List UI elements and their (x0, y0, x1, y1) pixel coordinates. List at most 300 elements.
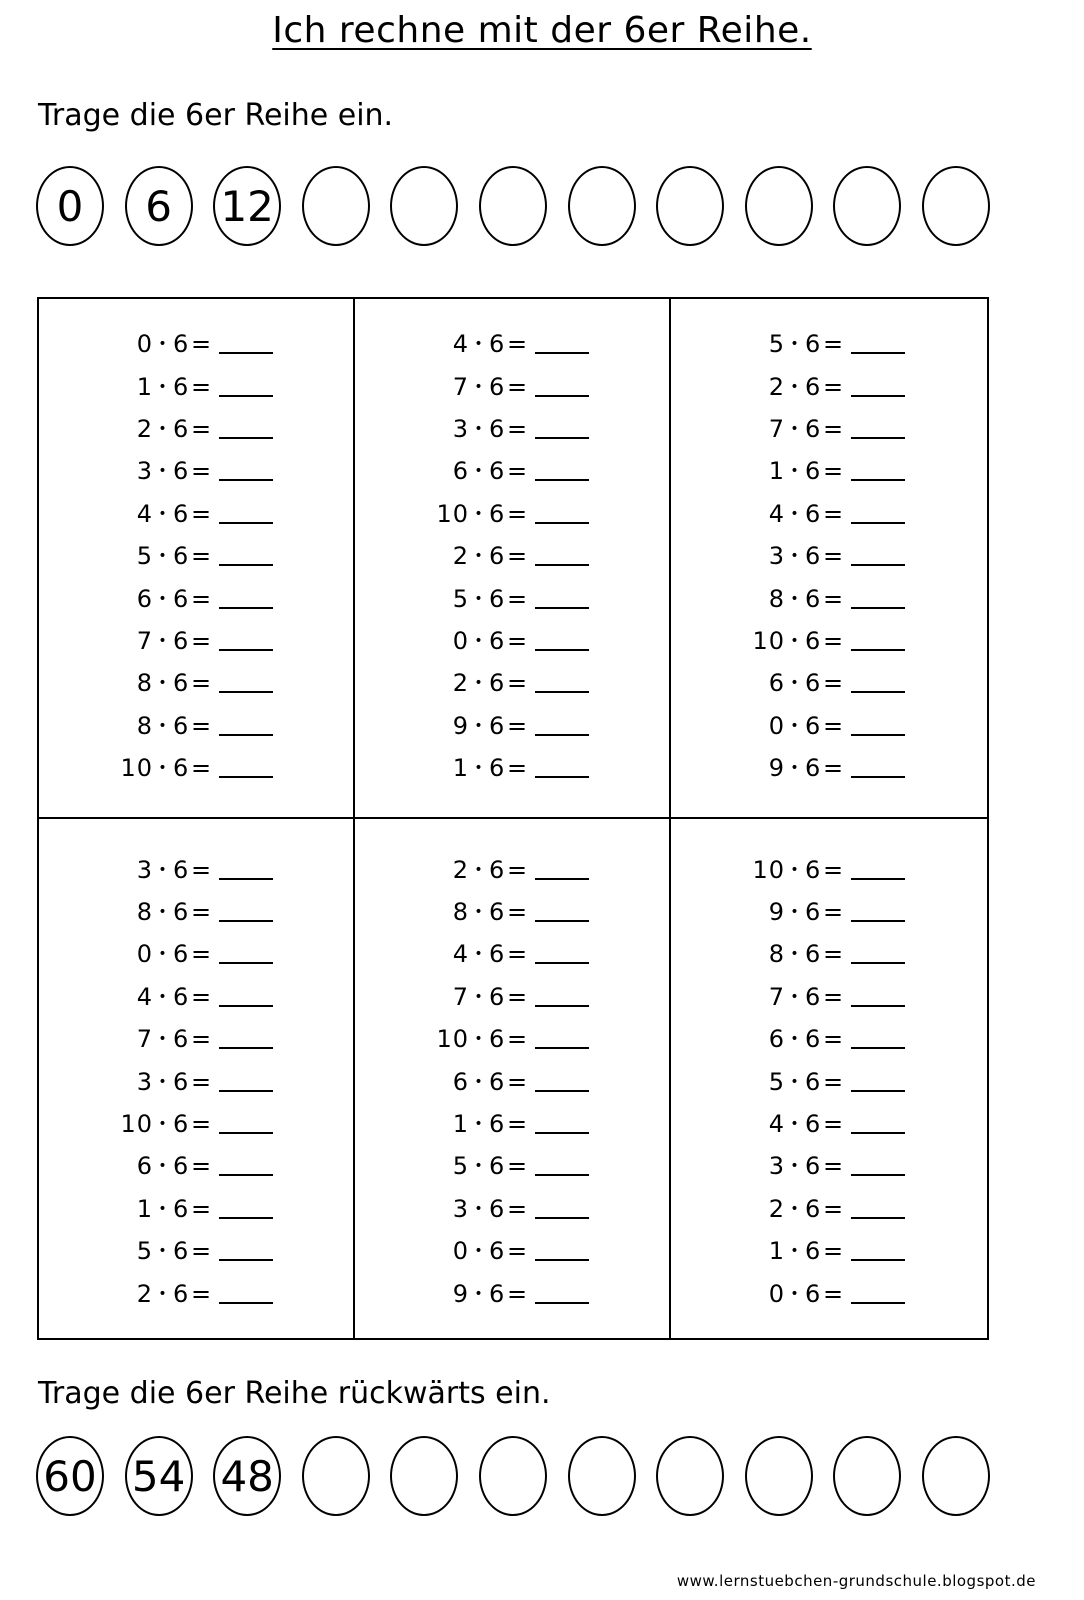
factor: 6 (489, 669, 506, 698)
equation-row (741, 1272, 905, 1314)
multiply-symbol: • (158, 548, 168, 565)
multiplier: 5 (452, 584, 469, 613)
answer-blank[interactable] (851, 419, 905, 439)
equation-list (425, 849, 589, 1315)
series-oval[interactable] (390, 166, 458, 246)
answer-blank[interactable] (219, 546, 273, 566)
multiply-symbol: • (474, 1243, 484, 1260)
factor: 6 (805, 1279, 822, 1308)
answer-blank[interactable] (535, 1029, 589, 1049)
series-oval[interactable]: 48 (213, 1436, 281, 1516)
multiply-symbol: • (790, 505, 800, 522)
equals-sign: = (507, 1067, 529, 1096)
equals-sign: = (823, 754, 845, 783)
series-oval[interactable] (656, 166, 724, 246)
equation-list (741, 849, 905, 1315)
equation-row (425, 620, 589, 662)
equals-sign: = (507, 982, 529, 1011)
equation-row (425, 747, 589, 789)
answer-blank[interactable] (851, 461, 905, 481)
multiply-symbol: • (474, 590, 484, 607)
multiply-symbol: • (158, 1116, 168, 1133)
multiply-symbol: • (790, 1031, 800, 1048)
equals-sign: = (191, 711, 213, 740)
answer-blank[interactable] (851, 334, 905, 354)
multiply-symbol: • (790, 675, 800, 692)
equals-sign: = (507, 372, 529, 401)
factor: 6 (805, 669, 822, 698)
factor: 6 (173, 1152, 190, 1181)
series-oval[interactable] (302, 1436, 370, 1516)
factor: 6 (173, 584, 190, 613)
answer-blank[interactable] (219, 1072, 273, 1092)
series-oval[interactable] (479, 1436, 547, 1516)
factor: 6 (489, 372, 506, 401)
multiply-symbol: • (474, 1031, 484, 1048)
answer-blank[interactable] (851, 716, 905, 736)
series-oval[interactable] (390, 1436, 458, 1516)
multiplier: 3 (768, 542, 785, 571)
multiply-symbol: • (474, 505, 484, 522)
answer-blank[interactable] (219, 902, 273, 922)
equation-row (109, 365, 273, 407)
exercise-block (671, 819, 987, 1339)
answer-blank[interactable] (851, 1199, 905, 1219)
answer-blank[interactable] (851, 758, 905, 778)
multiplier: 3 (768, 1152, 785, 1181)
factor: 6 (805, 982, 822, 1011)
multiplier: 1 (136, 1194, 153, 1223)
answer-blank[interactable] (219, 944, 273, 964)
factor: 6 (173, 1025, 190, 1054)
equals-sign: = (823, 940, 845, 969)
equation-row (109, 1103, 273, 1145)
multiplier: 6 (768, 1025, 785, 1054)
multiply-symbol: • (158, 378, 168, 395)
answer-blank[interactable] (851, 987, 905, 1007)
equation-row (741, 450, 905, 492)
multiplier: 7 (452, 982, 469, 1011)
series-oval[interactable] (656, 1436, 724, 1516)
multiplier: 2 (452, 855, 469, 884)
answer-blank[interactable] (219, 631, 273, 651)
equals-sign: = (191, 330, 213, 359)
equation-row (109, 620, 273, 662)
multiplier: 10 (120, 1110, 153, 1139)
multiply-symbol: • (158, 463, 168, 480)
equation-row (741, 662, 905, 704)
multiply-symbol: • (158, 1200, 168, 1217)
equals-sign: = (191, 669, 213, 698)
equation-row (109, 849, 273, 891)
answer-blank[interactable] (851, 377, 905, 397)
multiply-symbol: • (790, 1200, 800, 1217)
equation-row (109, 705, 273, 747)
answer-blank[interactable] (851, 1241, 905, 1261)
answer-blank[interactable] (535, 1199, 589, 1219)
equation-row (741, 1145, 905, 1187)
multiplier: 10 (436, 1025, 469, 1054)
multiplier: 7 (452, 372, 469, 401)
equals-sign: = (823, 1194, 845, 1223)
equation-row (425, 323, 589, 365)
multiply-symbol: • (158, 861, 168, 878)
factor: 6 (805, 1194, 822, 1223)
answer-blank[interactable] (219, 504, 273, 524)
multiplier: 8 (136, 669, 153, 698)
equals-sign: = (507, 669, 529, 698)
multiply-symbol: • (790, 1285, 800, 1302)
multiply-symbol: • (158, 1285, 168, 1302)
equals-sign: = (191, 898, 213, 927)
series-oval[interactable]: 60 (36, 1436, 104, 1516)
equation-row (425, 1230, 589, 1272)
factor: 6 (805, 711, 822, 740)
answer-blank[interactable] (535, 944, 589, 964)
multiplier: 2 (452, 669, 469, 698)
multiply-symbol: • (790, 760, 800, 777)
multiply-symbol: • (790, 336, 800, 353)
factor: 6 (173, 754, 190, 783)
multiplier: 5 (136, 542, 153, 571)
answer-blank[interactable] (851, 1114, 905, 1134)
answer-blank[interactable] (219, 461, 273, 481)
equals-sign: = (823, 330, 845, 359)
factor: 6 (489, 414, 506, 443)
series-oval[interactable]: 54 (125, 1436, 193, 1516)
equation-row (425, 705, 589, 747)
answer-blank[interactable] (535, 1072, 589, 1092)
answer-blank[interactable] (219, 860, 273, 880)
factor: 6 (489, 1110, 506, 1139)
multiply-symbol: • (474, 1285, 484, 1302)
series-oval[interactable]: 0 (36, 166, 104, 246)
equals-sign: = (191, 940, 213, 969)
answer-blank[interactable] (219, 716, 273, 736)
multiplier: 9 (452, 711, 469, 740)
factor: 6 (805, 1152, 822, 1181)
equation-row (109, 450, 273, 492)
equals-sign: = (823, 414, 845, 443)
multiplier: 6 (768, 669, 785, 698)
answer-blank[interactable] (535, 1241, 589, 1261)
equation-row (741, 933, 905, 975)
answer-blank[interactable] (851, 1284, 905, 1304)
multiplier: 7 (768, 982, 785, 1011)
multiply-symbol: • (158, 1031, 168, 1048)
multiply-symbol: • (474, 1116, 484, 1133)
multiply-symbol: • (790, 904, 800, 921)
multiplier: 7 (136, 626, 153, 655)
answer-blank[interactable] (851, 944, 905, 964)
equals-sign: = (507, 626, 529, 655)
factor: 6 (805, 1110, 822, 1139)
multiply-symbol: • (474, 548, 484, 565)
equals-sign: = (823, 499, 845, 528)
series-oval[interactable] (745, 166, 813, 246)
equals-sign: = (507, 1237, 529, 1266)
factor: 6 (805, 1237, 822, 1266)
series-oval[interactable] (302, 166, 370, 246)
multiply-symbol: • (790, 1158, 800, 1175)
series-oval[interactable] (745, 1436, 813, 1516)
answer-blank[interactable] (219, 377, 273, 397)
series-oval[interactable] (568, 166, 636, 246)
answer-blank[interactable] (535, 631, 589, 651)
multiplier: 5 (768, 330, 785, 359)
exercise-block (355, 299, 671, 819)
multiplier: 0 (768, 711, 785, 740)
exercise-block (671, 299, 987, 819)
instruction-backward: Trage die 6er Reihe rückwärts ein. (38, 1376, 551, 1411)
equation-row (741, 1230, 905, 1272)
answer-blank[interactable] (851, 631, 905, 651)
factor: 6 (805, 754, 822, 783)
answer-blank[interactable] (219, 758, 273, 778)
equation-row (109, 747, 273, 789)
answer-blank[interactable] (535, 419, 589, 439)
answer-blank[interactable] (851, 546, 905, 566)
answer-blank[interactable] (219, 1284, 273, 1304)
equals-sign: = (823, 1152, 845, 1181)
factor: 6 (489, 940, 506, 969)
multiply-symbol: • (474, 632, 484, 649)
multiply-symbol: • (790, 1116, 800, 1133)
factor: 6 (173, 1194, 190, 1223)
answer-blank[interactable] (851, 1029, 905, 1049)
answer-blank[interactable] (535, 461, 589, 481)
answer-blank[interactable] (219, 987, 273, 1007)
multiplier: 5 (136, 1237, 153, 1266)
multiplier: 7 (136, 1025, 153, 1054)
factor: 6 (489, 1237, 506, 1266)
multiplier: 1 (136, 372, 153, 401)
equation-row (425, 1145, 589, 1187)
equation-row (425, 976, 589, 1018)
multiply-symbol: • (474, 1200, 484, 1217)
answer-blank[interactable] (219, 1199, 273, 1219)
multiply-symbol: • (474, 904, 484, 921)
equation-row (741, 620, 905, 662)
answer-blank[interactable] (535, 589, 589, 609)
answer-blank[interactable] (535, 902, 589, 922)
multiplier: 2 (768, 1194, 785, 1223)
factor: 6 (489, 542, 506, 571)
multiply-symbol: • (158, 946, 168, 963)
answer-blank[interactable] (219, 419, 273, 439)
series-oval[interactable] (922, 166, 990, 246)
answer-blank[interactable] (535, 758, 589, 778)
answer-blank[interactable] (219, 673, 273, 693)
equation-row (425, 891, 589, 933)
factor: 6 (173, 626, 190, 655)
equation-row (741, 849, 905, 891)
factor: 6 (805, 584, 822, 613)
answer-blank[interactable] (851, 902, 905, 922)
multiplier: 10 (120, 754, 153, 783)
equals-sign: = (191, 414, 213, 443)
equals-sign: = (507, 1152, 529, 1181)
factor: 6 (805, 1067, 822, 1096)
multiplier: 3 (452, 414, 469, 443)
equation-row (741, 1188, 905, 1230)
answer-blank[interactable] (219, 1114, 273, 1134)
factor: 6 (489, 855, 506, 884)
factor: 6 (173, 855, 190, 884)
equals-sign: = (507, 940, 529, 969)
multiply-symbol: • (790, 632, 800, 649)
answer-blank[interactable] (851, 860, 905, 880)
equals-sign: = (823, 626, 845, 655)
answer-blank[interactable] (219, 589, 273, 609)
multiplier: 3 (136, 855, 153, 884)
multiply-symbol: • (158, 760, 168, 777)
multiply-symbol: • (790, 946, 800, 963)
factor: 6 (173, 669, 190, 698)
series-oval[interactable] (833, 166, 901, 246)
backward-series-ovals (36, 1436, 1036, 1520)
equals-sign: = (507, 1110, 529, 1139)
multiplier: 1 (768, 457, 785, 486)
answer-blank[interactable] (535, 860, 589, 880)
answer-blank[interactable] (535, 334, 589, 354)
equals-sign: = (191, 1152, 213, 1181)
multiplier: 0 (136, 330, 153, 359)
multiplier: 10 (752, 855, 785, 884)
equation-row (425, 1188, 589, 1230)
answer-blank[interactable] (535, 716, 589, 736)
equation-row (741, 493, 905, 535)
multiply-symbol: • (474, 1073, 484, 1090)
series-oval[interactable] (833, 1436, 901, 1516)
answer-blank[interactable] (535, 504, 589, 524)
equals-sign: = (823, 1237, 845, 1266)
multiply-symbol: • (790, 548, 800, 565)
equation-row (741, 577, 905, 619)
equation-row (741, 365, 905, 407)
equation-row (109, 535, 273, 577)
series-oval[interactable]: 6 (125, 166, 193, 246)
multiply-symbol: • (790, 420, 800, 437)
equation-row (741, 408, 905, 450)
factor: 6 (173, 372, 190, 401)
factor: 6 (173, 1279, 190, 1308)
equals-sign: = (823, 669, 845, 698)
multiplier: 5 (452, 1152, 469, 1181)
multiplier: 4 (768, 499, 785, 528)
equation-row (741, 1018, 905, 1060)
factor: 6 (489, 898, 506, 927)
multiply-symbol: • (474, 336, 484, 353)
multiplier: 8 (768, 584, 785, 613)
equation-row (109, 1060, 273, 1102)
multiply-symbol: • (158, 336, 168, 353)
equation-row (425, 493, 589, 535)
multiplier: 1 (768, 1237, 785, 1266)
equation-row (109, 577, 273, 619)
multiplier: 4 (452, 330, 469, 359)
equation-row (741, 747, 905, 789)
answer-blank[interactable] (851, 504, 905, 524)
answer-blank[interactable] (219, 334, 273, 354)
answer-blank[interactable] (535, 1284, 589, 1304)
multiply-symbol: • (790, 590, 800, 607)
answer-blank[interactable] (851, 1072, 905, 1092)
factor: 6 (489, 1152, 506, 1181)
factor: 6 (489, 1025, 506, 1054)
answer-blank[interactable] (219, 1241, 273, 1261)
equation-row (109, 1188, 273, 1230)
exercise-block (39, 299, 355, 819)
series-oval[interactable] (568, 1436, 636, 1516)
series-oval[interactable] (922, 1436, 990, 1516)
factor: 6 (489, 584, 506, 613)
factor: 6 (173, 940, 190, 969)
answer-blank[interactable] (851, 589, 905, 609)
equation-row (425, 1018, 589, 1060)
answer-blank[interactable] (535, 1156, 589, 1176)
equals-sign: = (191, 542, 213, 571)
answer-blank[interactable] (535, 546, 589, 566)
answer-blank[interactable] (535, 1114, 589, 1134)
series-oval[interactable] (479, 166, 547, 246)
multiplier: 4 (136, 499, 153, 528)
equals-sign: = (191, 1237, 213, 1266)
factor: 6 (805, 1025, 822, 1054)
equals-sign: = (191, 982, 213, 1011)
multiplier: 4 (452, 940, 469, 969)
multiply-symbol: • (790, 1073, 800, 1090)
equals-sign: = (823, 982, 845, 1011)
equals-sign: = (191, 855, 213, 884)
equals-sign: = (507, 898, 529, 927)
multiply-symbol: • (158, 904, 168, 921)
series-oval[interactable]: 12 (213, 166, 281, 246)
equation-row (425, 662, 589, 704)
instruction-forward: Trage die 6er Reihe ein. (38, 98, 394, 133)
answer-blank[interactable] (851, 1156, 905, 1176)
multiplier: 10 (752, 626, 785, 655)
equation-row (741, 323, 905, 365)
multiplier: 2 (136, 414, 153, 443)
equation-row (741, 1103, 905, 1145)
answer-blank[interactable] (535, 673, 589, 693)
factor: 6 (489, 1194, 506, 1223)
equals-sign: = (191, 499, 213, 528)
answer-blank[interactable] (219, 1029, 273, 1049)
equals-sign: = (507, 542, 529, 571)
equation-row (109, 323, 273, 365)
exercise-block (355, 819, 671, 1339)
multiply-symbol: • (790, 861, 800, 878)
multiplier: 9 (768, 898, 785, 927)
factor: 6 (805, 457, 822, 486)
multiplier: 6 (136, 1152, 153, 1181)
equals-sign: = (507, 1194, 529, 1223)
answer-blank[interactable] (851, 673, 905, 693)
answer-blank[interactable] (535, 987, 589, 1007)
equals-sign: = (507, 711, 529, 740)
equation-row (425, 849, 589, 891)
factor: 6 (173, 898, 190, 927)
multiply-symbol: • (158, 1158, 168, 1175)
factor: 6 (489, 711, 506, 740)
equation-row (109, 1145, 273, 1187)
answer-blank[interactable] (219, 1156, 273, 1176)
multiply-symbol: • (790, 463, 800, 480)
equals-sign: = (191, 372, 213, 401)
answer-blank[interactable] (535, 377, 589, 397)
